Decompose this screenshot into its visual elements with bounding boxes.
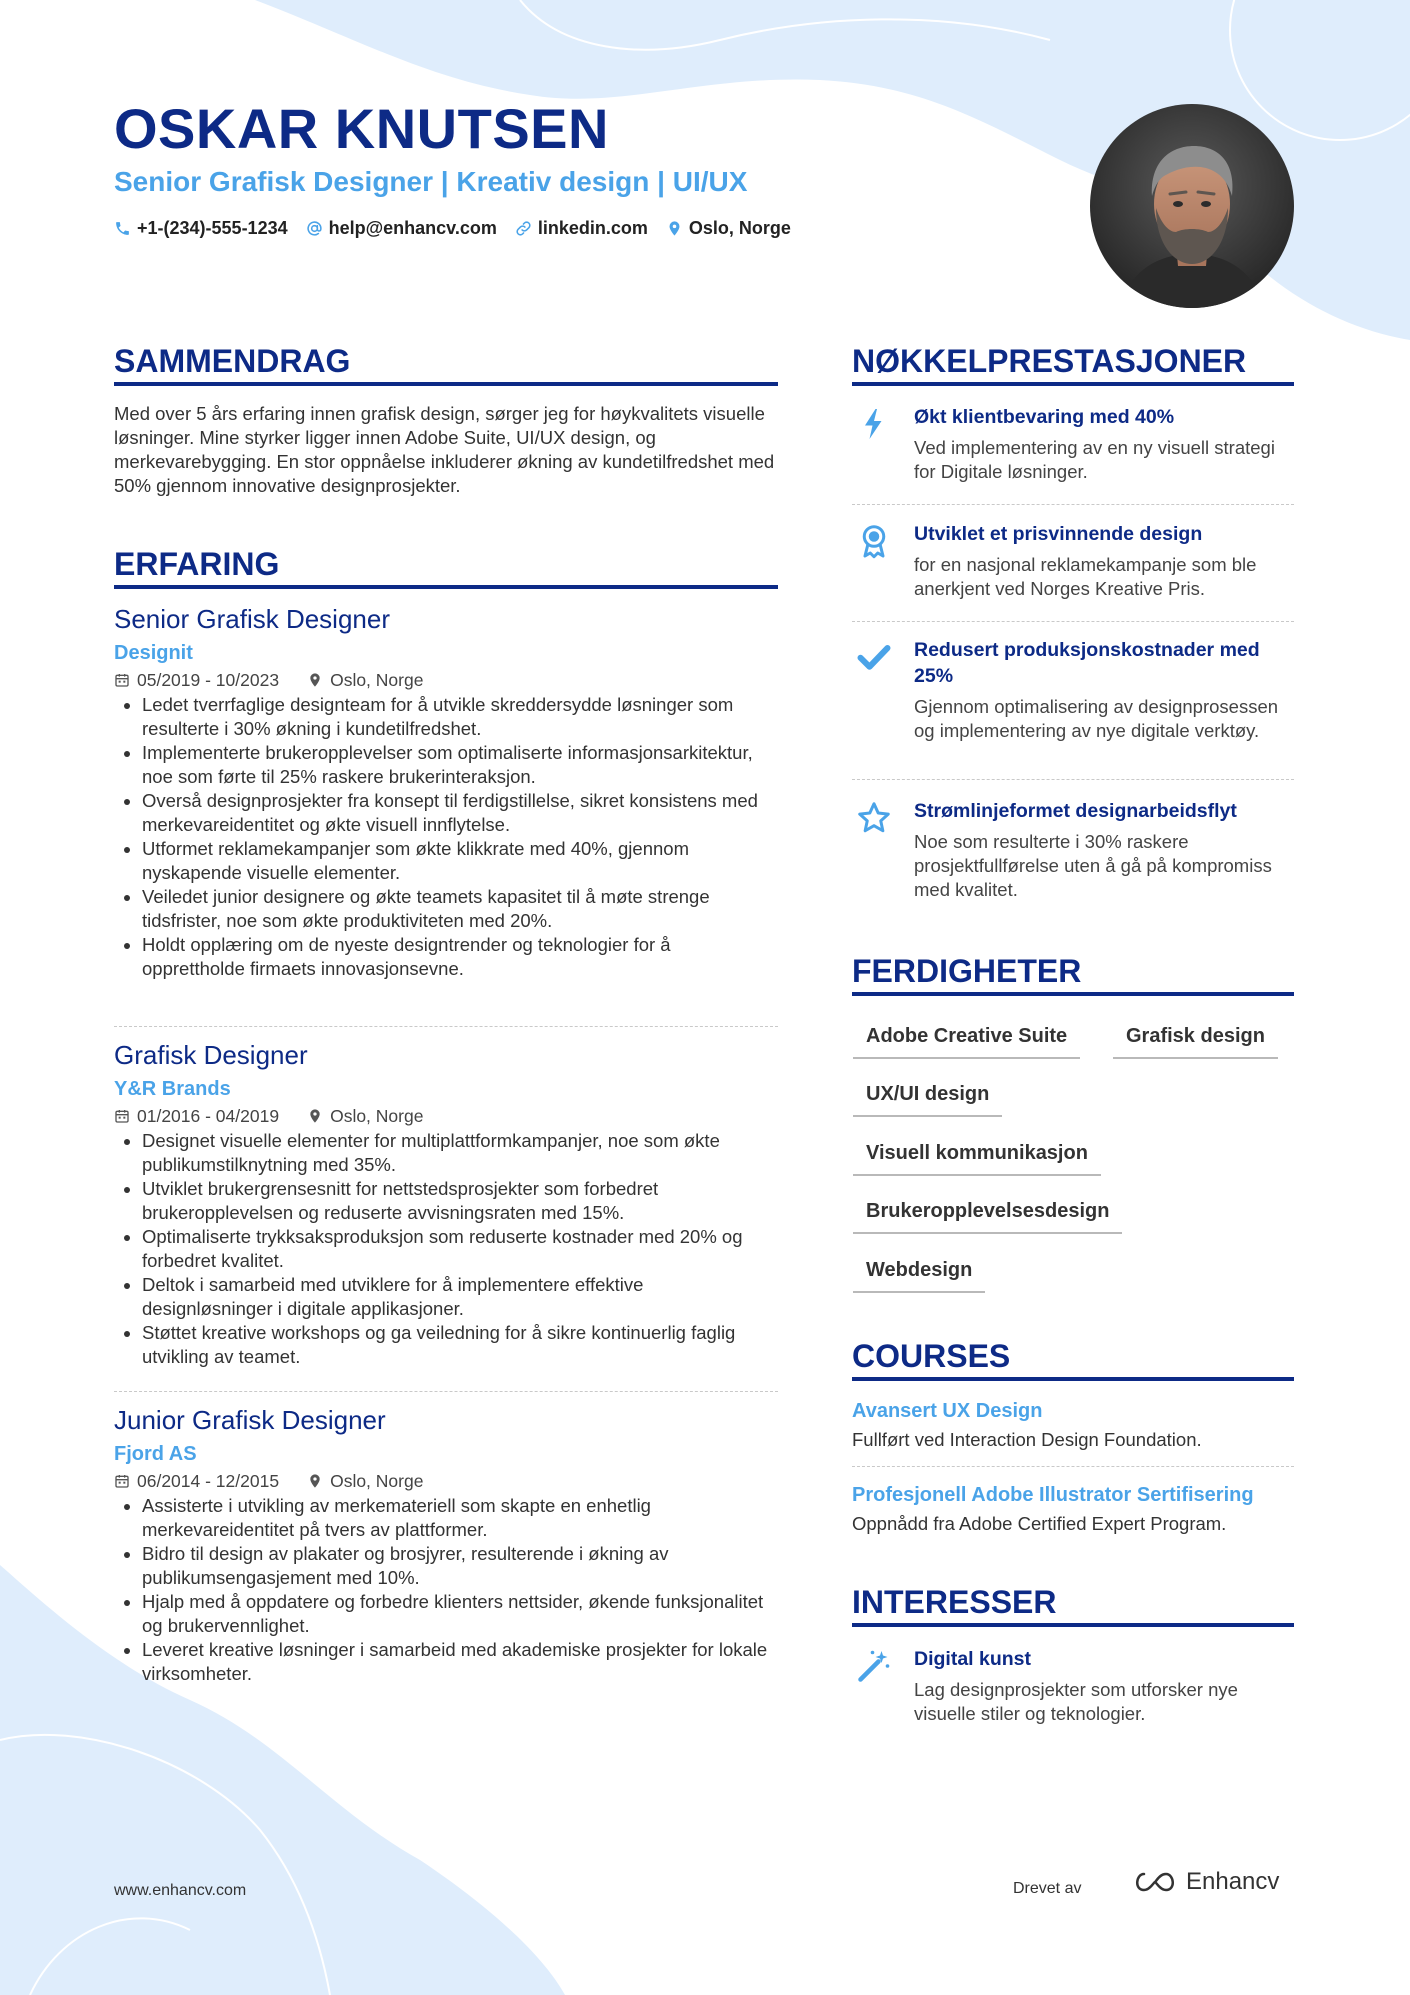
bullet-item: • Veiledet junior designere og økte teamets kapasitet til å møte strenge tidsfrister, noe som økte produktiviteten med 20%.: [142, 885, 778, 933]
contact-bar: [114, 218, 791, 239]
interest-item: [852, 1646, 1294, 1726]
achievement-desc: Noe som resulterte i 30% raskere prosjektfullførelse uten å gå på kompromiss med kvalitet.: [914, 831, 1272, 900]
summary-text: Med over 5 års erfaring innen grafisk design, sørger jeg for høykvalitets visuelle løsninger. Mine styrker ligger innen Adobe Suite, UI/UX design, og merkevarebygging. En stor oppnåelse inkluderer økning av kundetilfredshet med 50% gjennom innovative designprosjekter.: [114, 403, 775, 496]
job-meta: [114, 1105, 778, 1127]
footer-powered-by: Drevet av: [1013, 1880, 1082, 1897]
section-interests-heading: INTERESSER: [852, 1583, 1294, 1627]
linkedin-text: linkedin.com: [537, 218, 648, 238]
job-dates: 06/2014 - 12/2015: [137, 1471, 280, 1491]
achievement-item: [852, 404, 1294, 484]
achievement-item: [852, 637, 1294, 743]
phone-icon: [114, 220, 131, 237]
award-ribbon-icon: [856, 523, 892, 559]
candidate-title: Senior Grafisk Designer | Kreativ design | UI/UX: [114, 166, 748, 197]
job-title: Senior Grafisk Designer: [114, 604, 390, 634]
job-location: Oslo, Norge: [330, 1471, 424, 1491]
job-bullets: [114, 1129, 778, 1369]
job-title: Junior Grafisk Designer: [114, 1405, 386, 1435]
contact-location: [666, 218, 791, 239]
experience-item: [114, 603, 778, 981]
bullet-item: • Optimaliserte trykksaksproduksjon som reduserte kostnader med 20% og forbedret kvalitet.: [142, 1225, 778, 1273]
calendar-icon: [114, 672, 130, 688]
bullet-item: • Ledet tverrfaglige designteam for å utvikle skreddersydde løsninger som resulterte i 30% økning i kundetilfredshet.: [142, 693, 778, 741]
skill-tag: Adobe Creative Suite: [853, 1024, 1080, 1059]
at-sign-icon: [306, 220, 323, 237]
section-skills-heading: FERDIGHETER: [852, 952, 1294, 996]
job-meta: [114, 1470, 778, 1492]
contact-linkedin[interactable]: [515, 218, 648, 239]
bullet-item: • Bidro til design av plakater og brosjyrer, resulterende i økning av publikumsengasjement med 10%.: [142, 1542, 778, 1590]
lightning-icon: [856, 406, 892, 442]
skill-tag: UX/UI design: [853, 1082, 1002, 1117]
job-company: Fjord AS: [114, 1443, 197, 1465]
job-meta: [114, 669, 778, 691]
achievement-desc: Gjennom optimalisering av designprosessen og implementering av nye digitale verktøy.: [914, 696, 1279, 741]
job-company: Designit: [114, 642, 193, 664]
divider: [852, 1466, 1294, 1467]
profile-photo: [1090, 104, 1294, 308]
achievement-desc: for en nasjonal reklamekampanje som ble anerkjent ved Norges Kreative Pris.: [914, 554, 1257, 599]
calendar-icon: [114, 1108, 130, 1124]
divider: [114, 1391, 778, 1392]
divider: [852, 504, 1294, 505]
location-pin-icon: [307, 1108, 323, 1124]
interest-desc: Lag designprosjekter som utforsker nye visuelle stiler og teknologier.: [914, 1679, 1238, 1724]
bullet-item: • Overså designprosjekter fra konsept til ferdigstillelse, sikret konsistens med merkevareidentitet og økte visuell innflytelse.: [142, 789, 778, 837]
contact-phone[interactable]: [114, 218, 288, 239]
bullet-item: • Assisterte i utvikling av merkemateriell som skapte en enhetlig merkevareidentitet på tvers av plattformer.: [142, 1494, 778, 1542]
location-pin-icon: [666, 220, 683, 237]
achievement-title: Redusert produksjonskostnader med 25%: [914, 639, 1260, 687]
bullet-item: • Implementerte brukeropplevelser som optimaliserte informasjonsarkitektur, noe som førte til 25% raskere brukerinteraksjon.: [142, 741, 778, 789]
phone-text: +1-(234)-555-1234: [137, 218, 288, 238]
email-text: help@enhancv.com: [328, 218, 497, 238]
job-bullets: [114, 693, 778, 981]
course-title: Profesjonell Adobe Illustrator Sertifisering: [852, 1484, 1254, 1506]
achievement-item: [852, 521, 1294, 601]
course-title: Avansert UX Design: [852, 1400, 1043, 1422]
course-desc: Fullført ved Interaction Design Foundation.: [852, 1429, 1202, 1450]
job-title: Grafisk Designer: [114, 1040, 308, 1070]
experience-item: [114, 1404, 778, 1686]
bullet-item: • Holdt opplæring om de nyeste designtrender og teknologier for å opprettholde firmaets innovasjonsevne.: [142, 933, 778, 981]
link-icon: [515, 220, 532, 237]
section-achievements-heading: NØKKELPRESTASJONER: [852, 342, 1294, 386]
bullet-item: • Støttet kreative workshops og ga veiledning for å sikre kontinuerlig faglig utvikling av teamet.: [142, 1321, 778, 1369]
skill-tag: Brukeropplevelsesdesign: [853, 1199, 1122, 1234]
job-location: Oslo, Norge: [330, 1106, 424, 1126]
brand-name: Enhancv: [1186, 1868, 1280, 1895]
footer-brand[interactable]: [1132, 1868, 1279, 1896]
bullet-item: • Utformet reklamekampanjer som økte klikkrate med 40%, gjennom nyskapende visuelle elementer.: [142, 837, 778, 885]
experience-item: [114, 1039, 778, 1369]
bullet-item: • Deltok i samarbeid med utviklere for å implementere effektive designløsninger i digitale applikasjoner.: [142, 1273, 778, 1321]
magic-wand-icon: [856, 1648, 892, 1684]
interest-title: Digital kunst: [914, 1648, 1032, 1670]
checkmark-icon: [856, 639, 892, 675]
section-experience-heading: ERFARING: [114, 545, 778, 589]
skill-tag: Webdesign: [853, 1258, 985, 1293]
course-desc: Oppnådd fra Adobe Certified Expert Program.: [852, 1513, 1227, 1534]
divider: [852, 621, 1294, 622]
achievement-title: Strømlinjeformet designarbeidsflyt: [914, 800, 1237, 822]
divider: [852, 779, 1294, 780]
section-summary-heading: SAMMENDRAG: [114, 342, 778, 386]
star-icon: [856, 800, 892, 836]
course-item: [852, 1482, 1294, 1536]
skill-tag: Visuell kommunikasjon: [853, 1141, 1101, 1176]
achievement-title: Økt klientbevaring med 40%: [914, 406, 1175, 428]
job-company: Y&R Brands: [114, 1078, 231, 1100]
job-dates: 01/2016 - 04/2019: [137, 1106, 280, 1126]
job-dates: 05/2019 - 10/2023: [137, 670, 280, 690]
achievement-item: [852, 798, 1294, 902]
skill-tag: Grafisk design: [1113, 1024, 1278, 1059]
achievement-desc: Ved implementering av en ny visuell strategi for Digitale løsninger.: [914, 437, 1275, 482]
location-pin-icon: [307, 672, 323, 688]
bullet-item: • Utviklet brukergrensesnitt for nettstedsprosjekter som forbedret brukeropplevelsen og reduserte avvisningsraten med 15%.: [142, 1177, 778, 1225]
bullet-item: • Leveret kreative løsninger i samarbeid med akademiske prosjekter for lokale virksomheter.: [142, 1638, 778, 1686]
divider: [114, 1026, 778, 1027]
location-text: Oslo, Norge: [688, 218, 791, 238]
location-pin-icon: [307, 1473, 323, 1489]
course-item: [852, 1398, 1294, 1452]
bullet-item: • Hjalp med å oppdatere og forbedre klienters nettsider, økende funksjonalitet og brukervennlighet.: [142, 1590, 778, 1638]
section-courses-heading: COURSES: [852, 1337, 1294, 1381]
job-bullets: [114, 1494, 778, 1686]
job-location: Oslo, Norge: [330, 670, 424, 690]
calendar-icon: [114, 1473, 130, 1489]
candidate-name: OSKAR KNUTSEN: [114, 97, 609, 160]
achievement-title: Utviklet et prisvinnende design: [914, 523, 1203, 545]
enhancv-logo-icon: [1132, 1869, 1178, 1895]
footer-url[interactable]: www.enhancv.com: [114, 1882, 247, 1899]
bullet-item: • Designet visuelle elementer for multiplattformkampanjer, noe som økte publikumstilknytning med 35%.: [142, 1129, 778, 1177]
contact-email[interactable]: [306, 218, 497, 239]
